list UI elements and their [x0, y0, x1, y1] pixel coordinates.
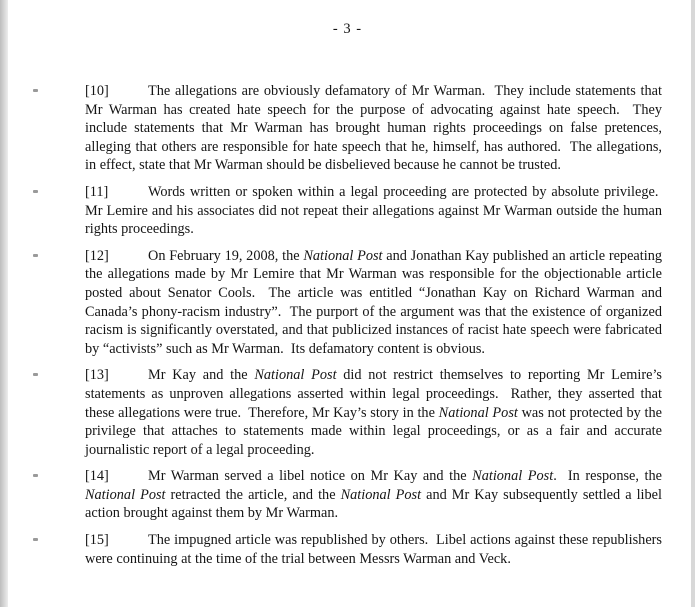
italic-text: National Post: [340, 486, 422, 503]
paragraph-number: [14]: [85, 468, 109, 485]
paragraph-number: [11]: [85, 183, 109, 200]
body-text: Words written or spoken within a legal proceeding are protected by absolute privilege. Mr Lemire and his associates did not repeat their allegations against Mr Warman outside the human rights proceedings.: [85, 183, 662, 238]
italic-text: National Post: [303, 247, 383, 264]
paragraph: [85, 183, 662, 239]
paragraph-number: [13]: [85, 367, 109, 384]
paragraph: [85, 366, 662, 459]
body-text: and Mr Kay subsequently settled a libel action brought against them by Mr Warman.: [85, 486, 662, 522]
body-text: Mr Kay and the: [148, 367, 255, 384]
paragraph: [85, 82, 662, 175]
page-number: - 3 -: [332, 21, 363, 37]
body-text: The allegations are obviously defamatory of Mr Warman. They include statements that Mr Warman has created hate speech for the purpose of advocating against hate speech. They include statements that Mr Warman has brought human rights proceedings on false pretences, alleging that others are responsible for hate speech that he, himself, has authored. The allegations, in effect, state that Mr Warman should be disbelieved because he cannot be trusted.: [85, 83, 662, 174]
body-text: and Jonathan Kay published an article repeating the allegations made by Mr Lemire that Mr Warman was responsible for the objectionable article posted about Senator Cools. The article was entitled “Jonathan Kay on Richard Warman and Canada’s phony-racism industry”. The purport of the argument was that the existence of organized racism is significantly overstated, and that publicized instances of racist hate speech were fabricated by “activists” such as Mr Warman. Its defamatory content is obvious.: [85, 247, 663, 357]
paragraph-number: [15]: [85, 532, 109, 549]
body-text: The impugned article was republished by others. Libel actions against these republishers were continuing at the time of the trial between Messrs Warman and Veck.: [85, 532, 662, 567]
paragraph: [85, 247, 662, 359]
italic-text: National Post: [85, 486, 166, 503]
paragraph-number: [10]: [85, 83, 109, 99]
italic-text: National Post: [438, 404, 518, 421]
body-text: Mr Warman served a libel notice on Mr Kay and the: [148, 468, 473, 485]
italic-text: National Post: [254, 367, 337, 384]
paragraph: [85, 467, 662, 523]
body-text: . In response, the: [553, 468, 662, 485]
body-text: retracted the article, and the: [165, 486, 341, 503]
body-text: On February 19, 2008, the: [148, 247, 304, 264]
paragraph: [85, 531, 662, 568]
paragraph-number: [12]: [85, 247, 109, 264]
body-text: was not protected by the privilege that attaches to statements made within legal proceedings, or as a fair and accurate journalistic report of a legal proceeding.: [85, 404, 662, 458]
document-body: [85, 82, 662, 568]
body-text: did not restrict themselves to reporting Mr Lemire’s statements as unproven allegations asserted within legal proceedings. Rather, they asserted that these allegations were true. Therefore, Mr Kay’s story in the: [85, 367, 662, 421]
italic-text: National Post: [472, 468, 554, 485]
